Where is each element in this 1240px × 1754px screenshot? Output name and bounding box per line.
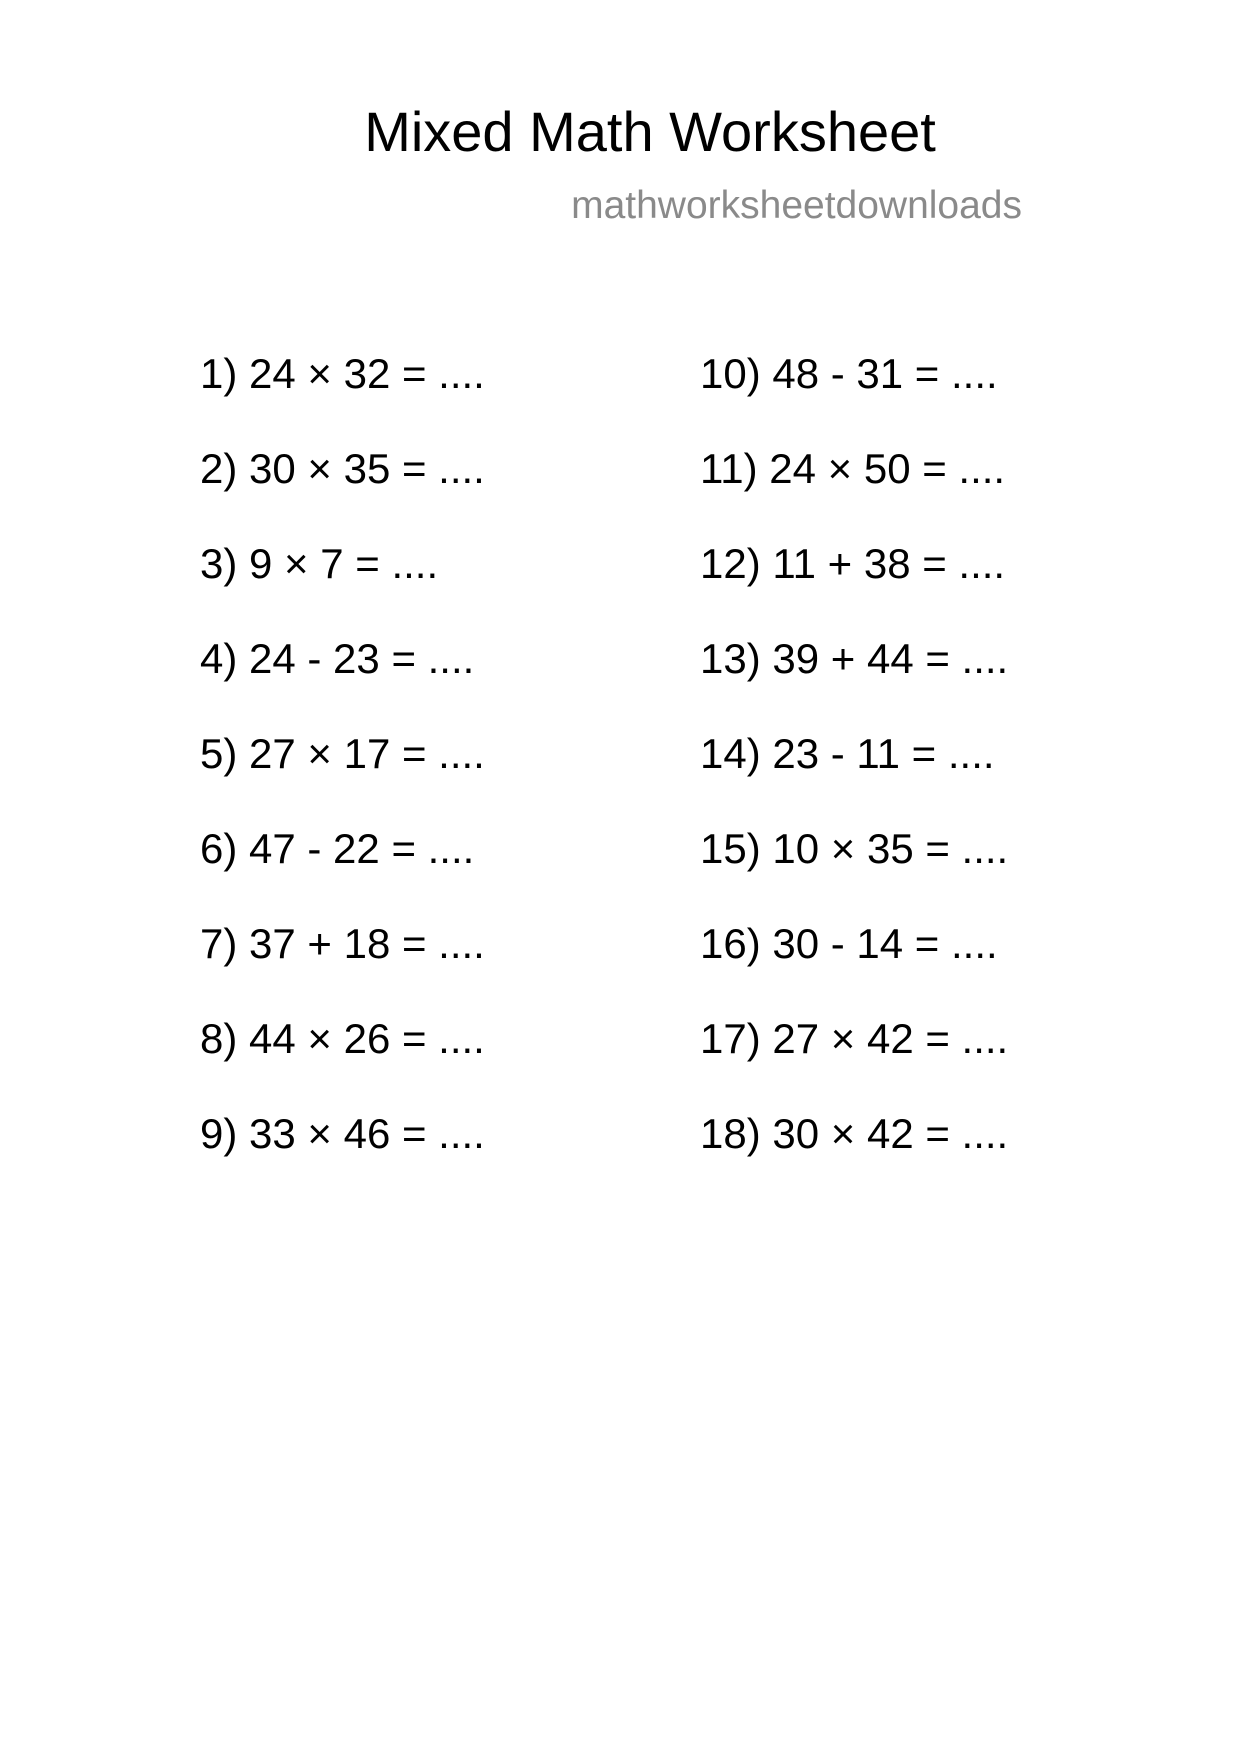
problem-item: 5) 27 × 17 = .... (200, 730, 485, 777)
problem-item: 3) 9 × 7 = .... (200, 540, 439, 587)
problem-item: 8) 44 × 26 = .... (200, 1015, 485, 1062)
problem-item: 16) 30 - 14 = .... (700, 920, 998, 967)
worksheet-title: Mixed Math Worksheet (364, 100, 936, 163)
problem-item: 1) 24 × 32 = .... (200, 350, 485, 397)
worksheet-source: mathworksheetdownloads (571, 184, 1022, 227)
problem-item: 12) 11 + 38 = .... (700, 540, 1006, 587)
problem-item: 17) 27 × 42 = .... (700, 1015, 1009, 1062)
problem-item: 10) 48 - 31 = .... (700, 350, 998, 397)
problem-item: 18) 30 × 42 = .... (700, 1110, 1009, 1157)
problem-item: 4) 24 - 23 = .... (200, 635, 475, 682)
problems-column-right (700, 350, 1008, 1205)
problem-item: 2) 30 × 35 = .... (200, 445, 485, 492)
problem-item: 13) 39 + 44 = .... (700, 635, 1009, 682)
problem-item: 11) 24 × 50 = .... (700, 445, 1006, 492)
problem-item: 7) 37 + 18 = .... (200, 920, 485, 967)
problem-item: 9) 33 × 46 = .... (200, 1110, 485, 1157)
problem-item: 6) 47 - 22 = .... (200, 825, 475, 872)
problem-item: 14) 23 - 11 = .... (700, 730, 995, 777)
problems-column-left (200, 350, 485, 1205)
problem-item: 15) 10 × 35 = .... (700, 825, 1009, 872)
